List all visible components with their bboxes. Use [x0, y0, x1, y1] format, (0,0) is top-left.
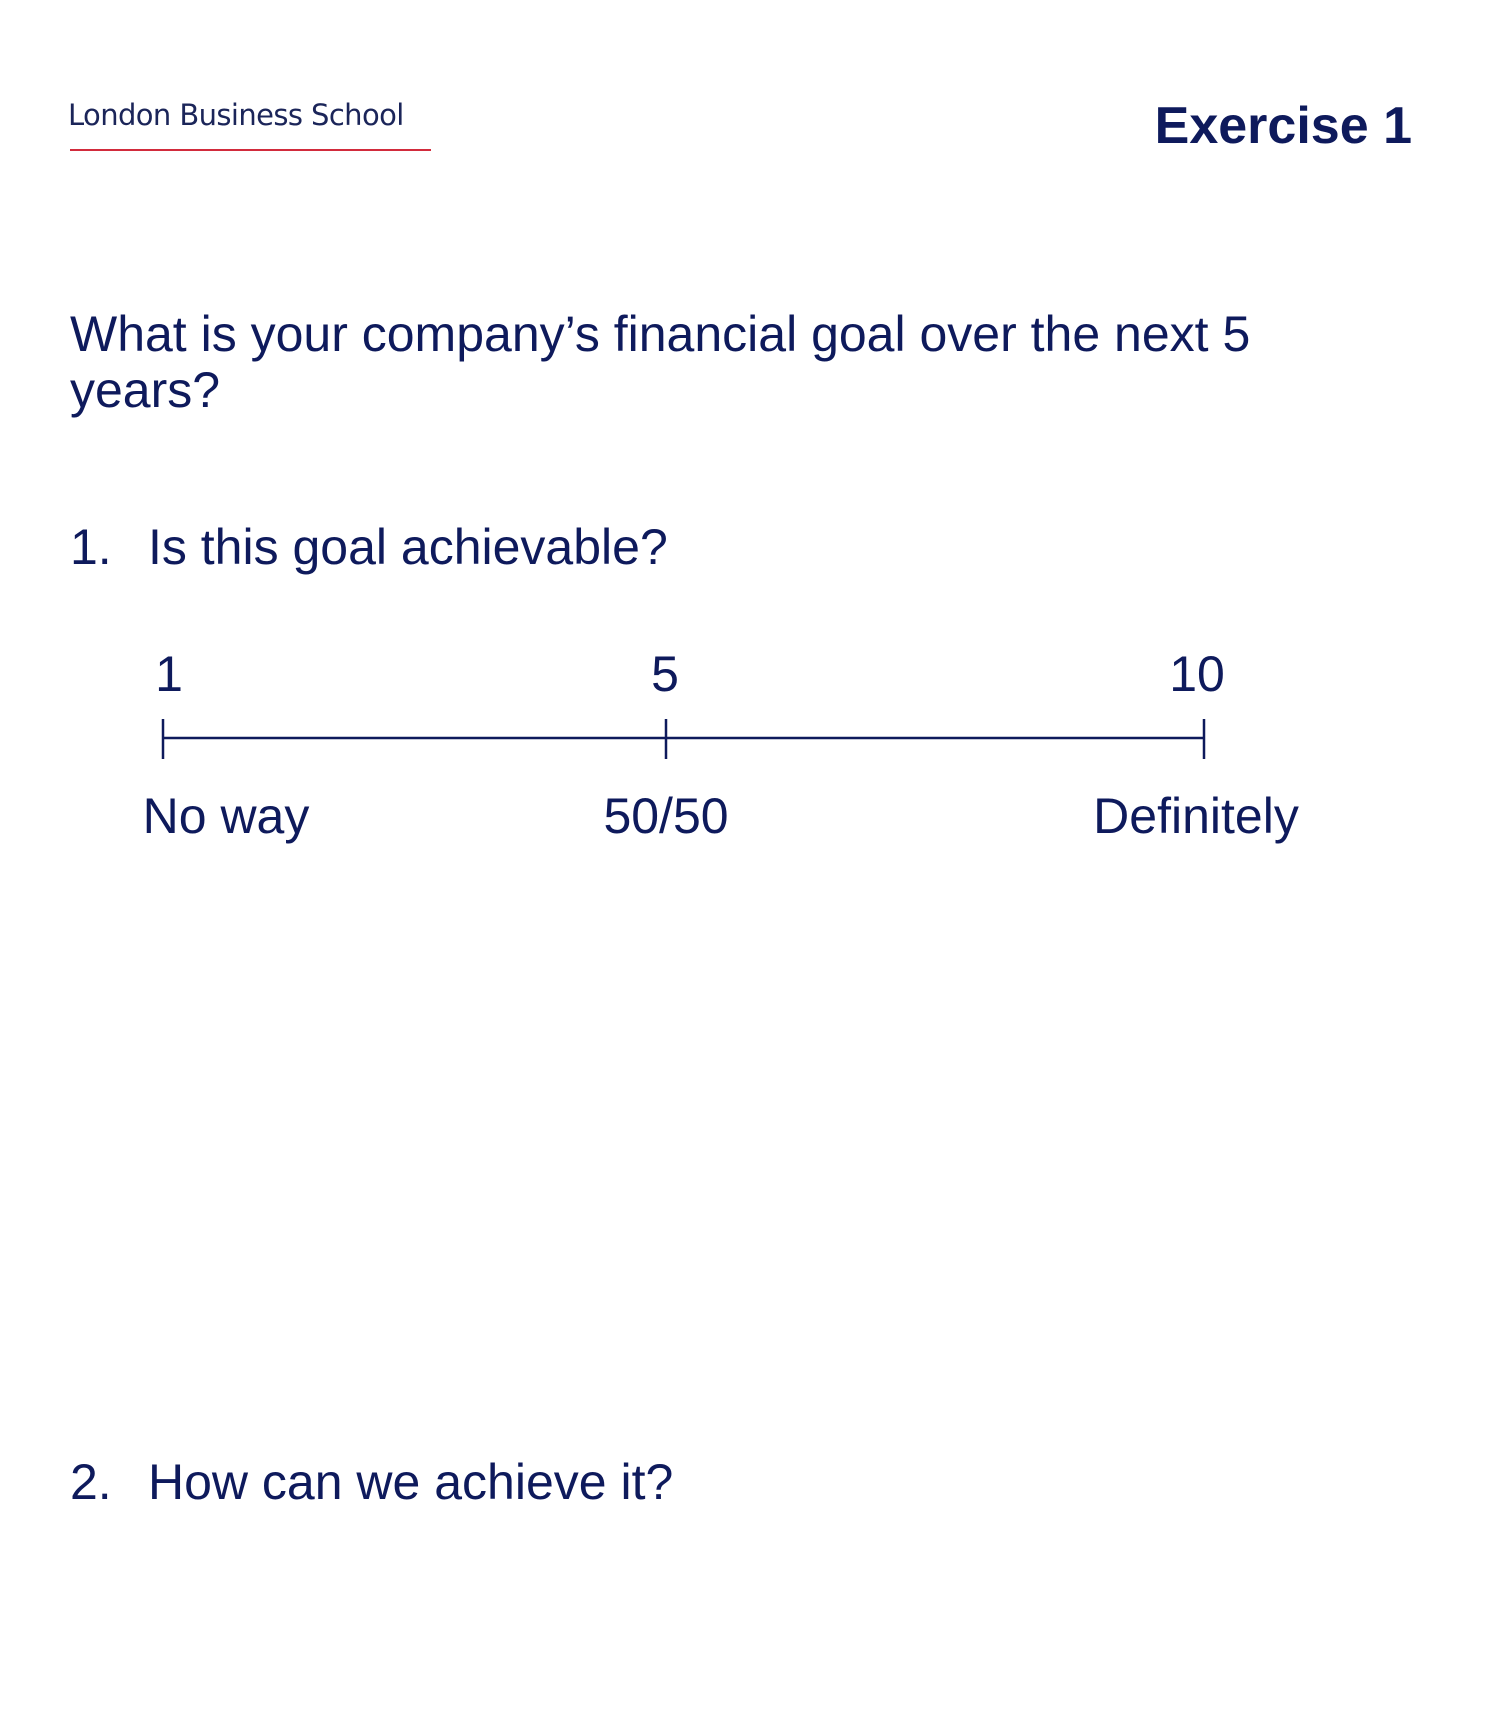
scale-number-5: 5 — [651, 646, 679, 702]
logo: London Business School — [68, 98, 404, 132]
question-2 — [70, 1454, 673, 1510]
scale-number-1: 1 — [155, 646, 183, 702]
main-question: What is your company’s financial goal over the next 5 years? — [70, 306, 1251, 418]
question-2-number: 2. — [70, 1454, 112, 1510]
scale-label-definitely: Definitely — [1093, 788, 1299, 844]
question-2-text: How can we achieve it? — [148, 1454, 674, 1510]
scale-label-no-way: No way — [142, 788, 310, 844]
page-title: Exercise 1 — [1154, 97, 1412, 155]
question-1-text: Is this goal achievable? — [148, 519, 668, 575]
scale-label-50-50: 50/50 — [603, 788, 729, 844]
question-1-number: 1. — [70, 519, 112, 575]
scale-number-10: 10 — [1169, 646, 1225, 702]
